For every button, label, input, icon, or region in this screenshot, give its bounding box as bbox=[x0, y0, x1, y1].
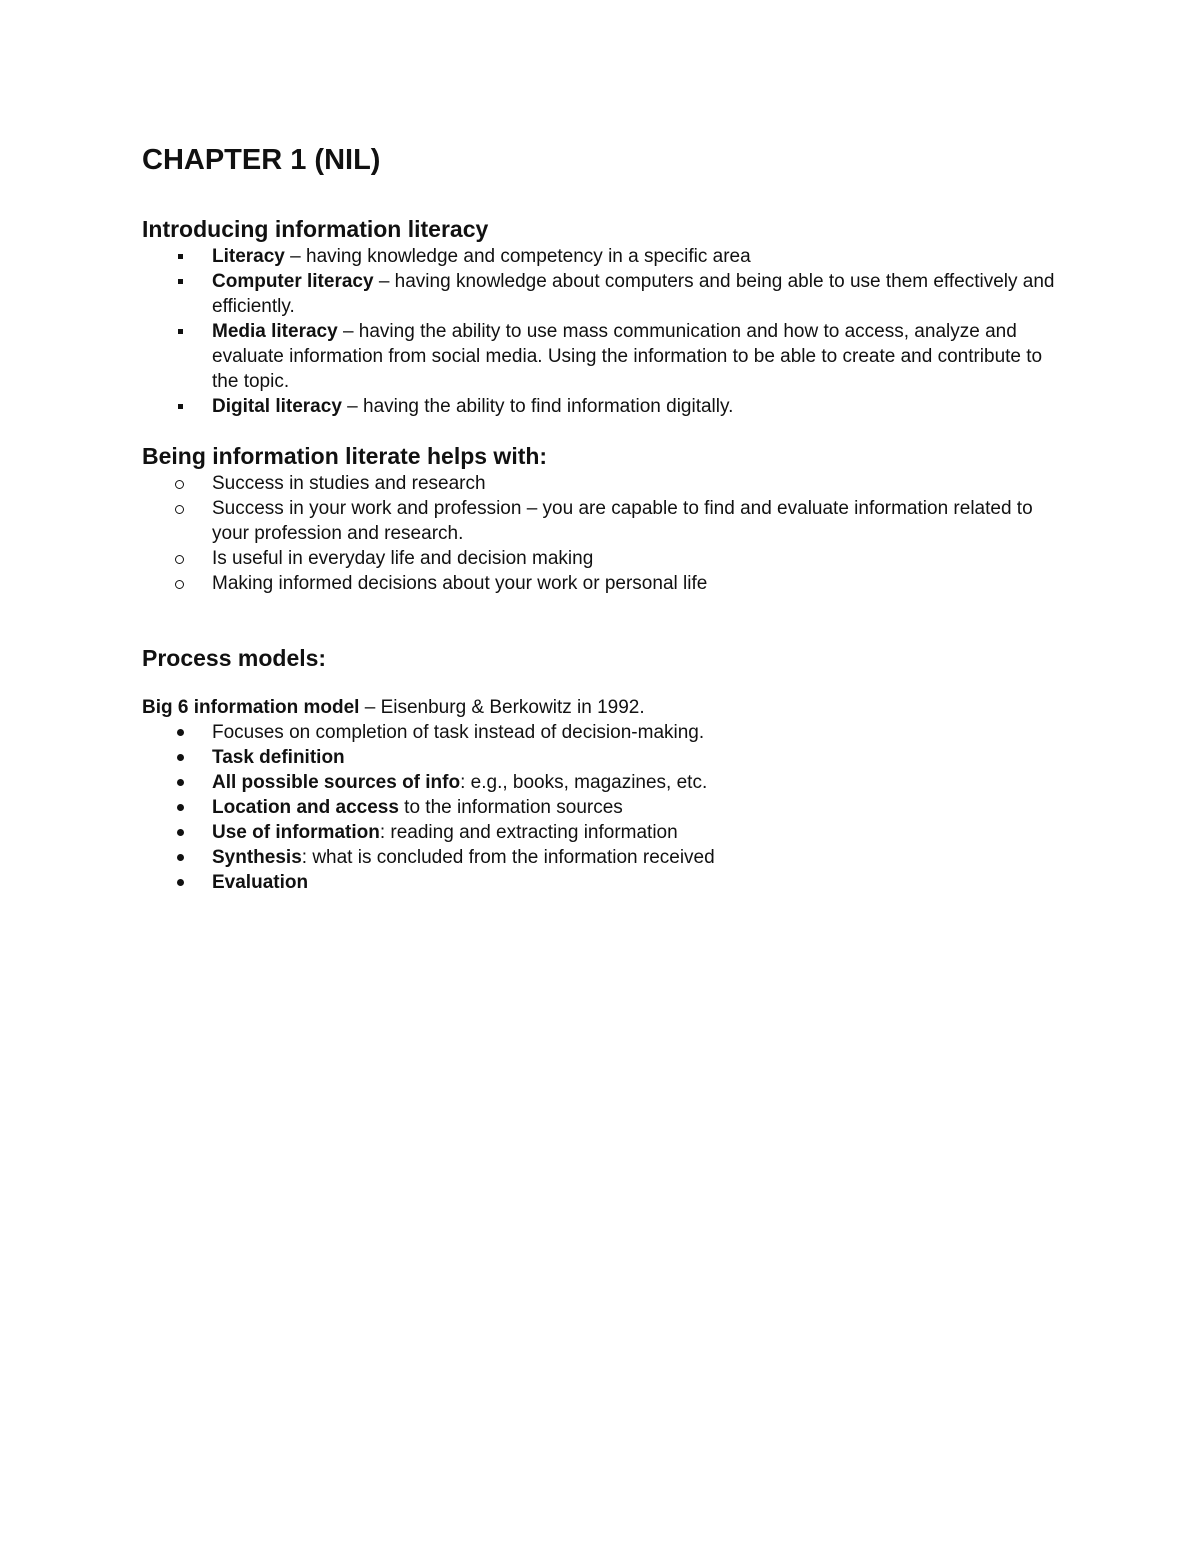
list-item bbox=[142, 471, 1072, 496]
filled-circle-bullet-icon bbox=[142, 745, 212, 770]
list-item bbox=[142, 319, 1072, 394]
term-label: Digital literacy bbox=[212, 396, 342, 417]
chapter-title: CHAPTER 1 (NIL) bbox=[142, 144, 381, 176]
list-item-text: Is useful in everyday life and decision making bbox=[212, 548, 594, 569]
hollow-circle-bullet-icon bbox=[142, 471, 212, 496]
list-item bbox=[142, 845, 1072, 870]
list-item bbox=[142, 795, 1072, 820]
step-term: Use of information bbox=[212, 822, 380, 843]
list-item-text: Success in studies and research bbox=[212, 473, 486, 494]
step-term: All possible sources of info bbox=[212, 772, 461, 793]
step-term: Location and access bbox=[212, 797, 399, 818]
list-item bbox=[142, 870, 1072, 895]
list-item bbox=[142, 745, 1072, 770]
square-bullet-icon bbox=[142, 394, 212, 419]
big6-steps-list bbox=[142, 745, 1072, 895]
square-bullet-icon bbox=[142, 269, 212, 294]
list-item-text: Success in your work and profession – you are capable to find and evaluate information related to your profession and research. bbox=[212, 498, 1033, 544]
list-item bbox=[142, 770, 1072, 795]
big6-term: Big 6 information model bbox=[142, 697, 360, 718]
hollow-circle-bullet-icon bbox=[142, 496, 212, 521]
term-label: Media literacy bbox=[212, 321, 338, 342]
filled-circle-bullet-icon bbox=[142, 870, 212, 895]
section-heading-process-models: Process models: bbox=[142, 645, 327, 671]
section-heading-introducing: Introducing information literacy bbox=[142, 216, 489, 242]
list-item-text: Focuses on completion of task instead of decision-making. bbox=[212, 722, 705, 743]
benefits-list bbox=[142, 471, 1072, 596]
step-term: Synthesis bbox=[212, 847, 302, 868]
step-text: : reading and extracting information bbox=[379, 822, 678, 843]
section-heading-helps-with: Being information literate helps with: bbox=[142, 443, 548, 469]
list-item bbox=[142, 269, 1072, 319]
step-term: Task definition bbox=[212, 747, 345, 768]
step-text: to the information sources bbox=[398, 797, 623, 818]
list-item bbox=[142, 244, 1072, 269]
list-item bbox=[142, 571, 1072, 596]
step-term: Evaluation bbox=[212, 872, 309, 893]
big6-focus-list bbox=[142, 720, 1072, 745]
filled-circle-bullet-icon bbox=[142, 845, 212, 870]
list-item bbox=[142, 720, 1072, 745]
hollow-circle-bullet-icon bbox=[142, 571, 212, 596]
filled-circle-bullet-icon bbox=[142, 770, 212, 795]
term-label: Computer literacy bbox=[212, 271, 374, 292]
big6-attribution: – Eisenburg & Berkowitz in 1992. bbox=[359, 697, 645, 718]
filled-circle-bullet-icon bbox=[142, 820, 212, 845]
square-bullet-icon bbox=[142, 244, 212, 269]
term-definition: – having knowledge and competency in a specific area bbox=[284, 246, 751, 267]
square-bullet-icon bbox=[142, 319, 212, 344]
list-item bbox=[142, 546, 1072, 571]
term-label: Literacy bbox=[212, 246, 285, 267]
filled-circle-bullet-icon bbox=[142, 795, 212, 820]
list-item bbox=[142, 820, 1072, 845]
term-definition: – having the ability to find information digitally. bbox=[341, 396, 734, 417]
literacy-definitions-list bbox=[142, 244, 1072, 419]
step-text: : e.g., books, magazines, etc. bbox=[460, 772, 708, 793]
list-item bbox=[142, 496, 1072, 546]
step-text: : what is concluded from the information received bbox=[301, 847, 715, 868]
big6-model-line bbox=[142, 695, 1072, 720]
list-item bbox=[142, 394, 1072, 419]
list-item-text: Making informed decisions about your work or personal life bbox=[212, 573, 708, 594]
term-definition: – having knowledge about computers and being able to use them effectively and efficiently. bbox=[212, 271, 1055, 317]
filled-circle-bullet-icon bbox=[142, 720, 212, 745]
document-page bbox=[142, 140, 1072, 895]
term-definition: – having the ability to use mass communication and how to access, analyze and evaluate information from social media. Using the information to be able to create and contribute to the topic. bbox=[212, 321, 1043, 392]
hollow-circle-bullet-icon bbox=[142, 546, 212, 571]
